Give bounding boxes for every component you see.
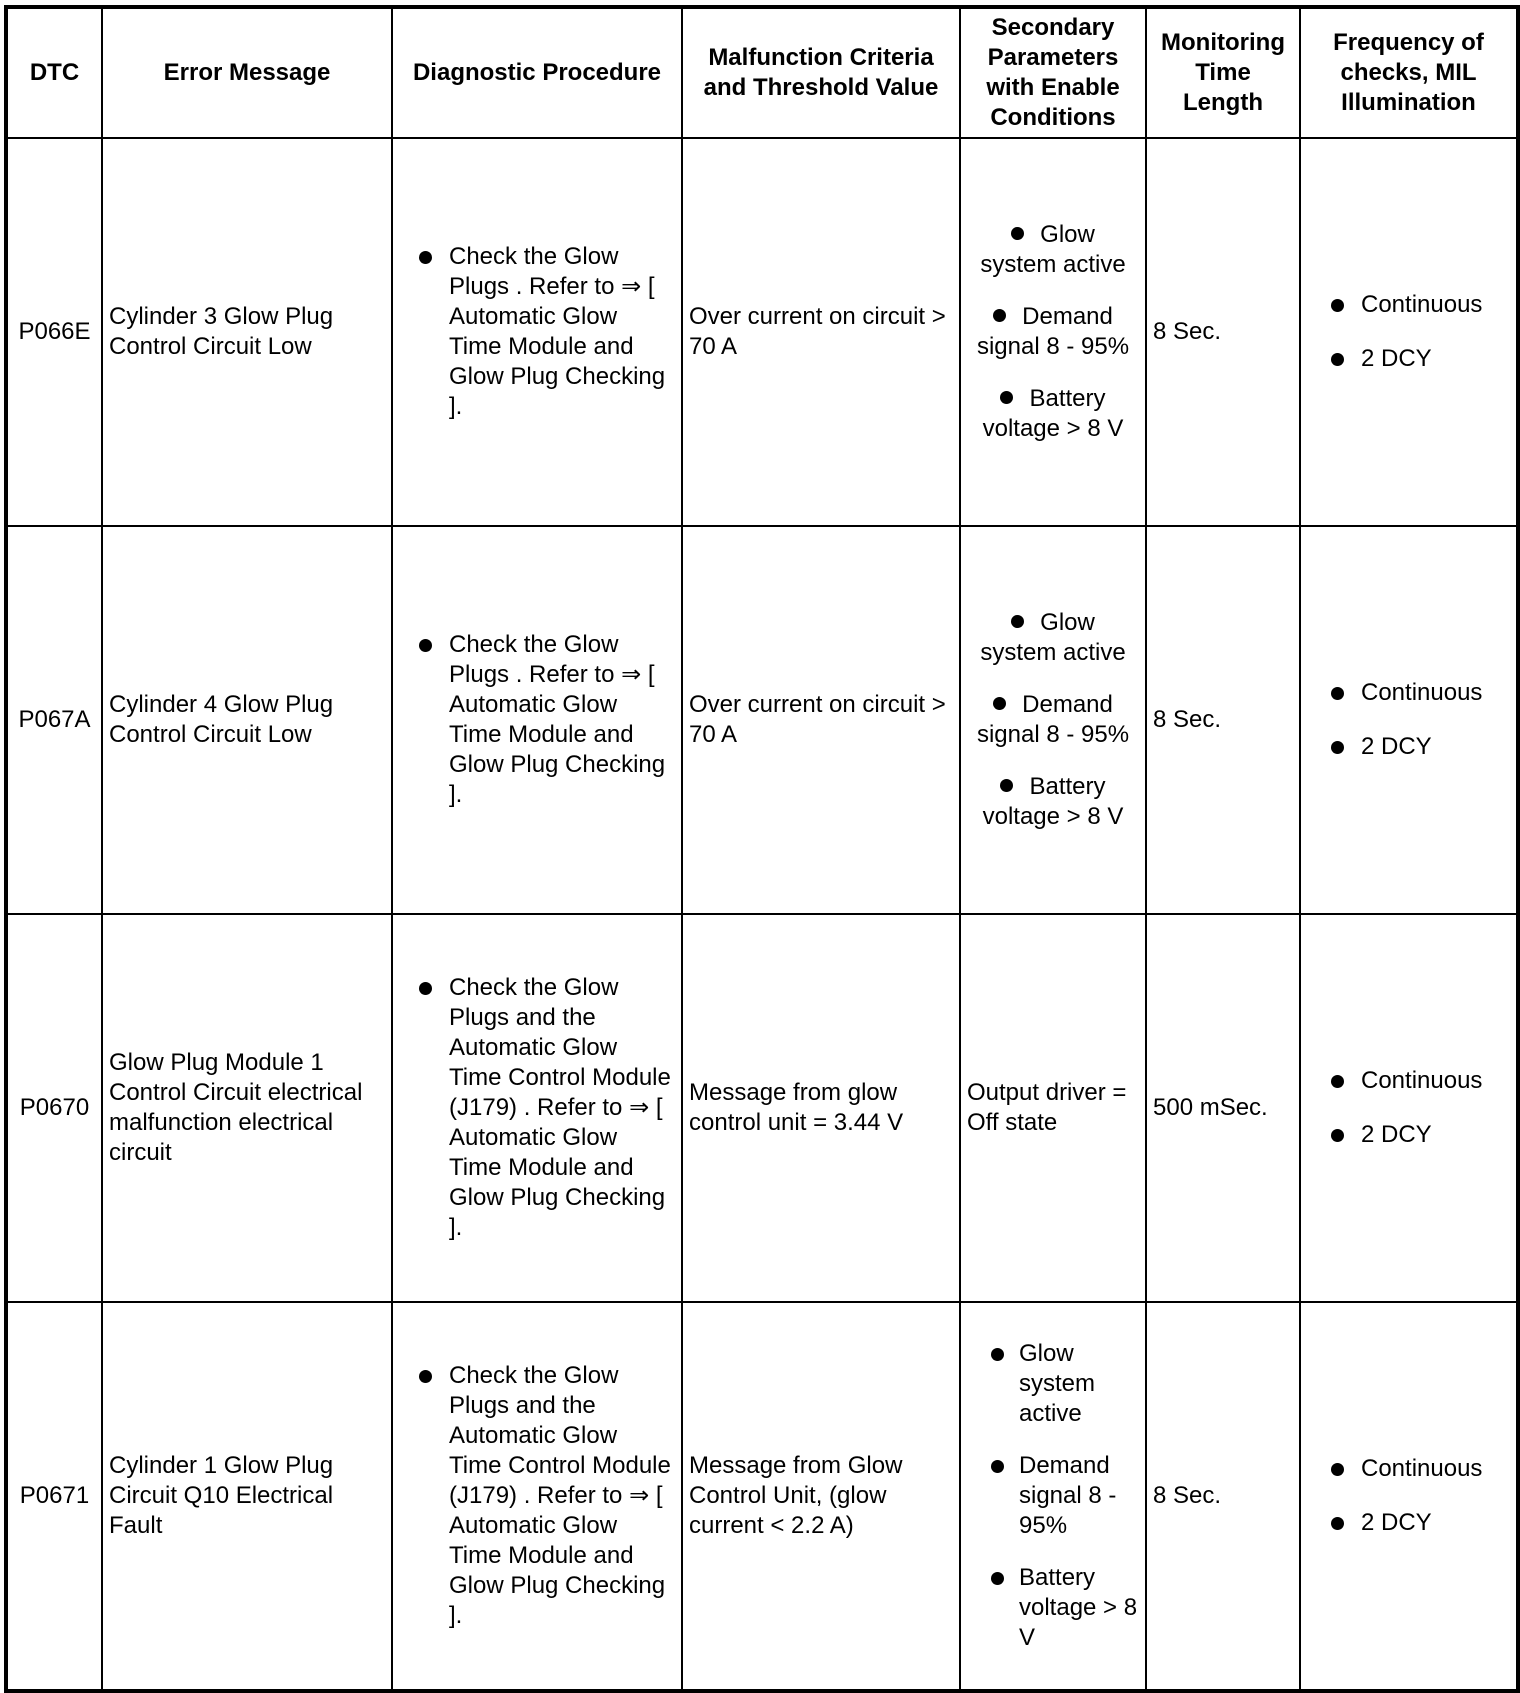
header-dtc: DTC [6, 7, 102, 138]
diagnostic-procedure [392, 138, 682, 526]
secondary-item: Demand signal 8 - 95% [976, 691, 1130, 748]
diagnostic-procedure [392, 1302, 682, 1691]
dtc-code: P066E [6, 138, 102, 526]
frequency-item: Continuous [1307, 290, 1510, 320]
table-row [6, 526, 1518, 914]
table-row [6, 914, 1518, 1302]
bullet-icon [1000, 779, 1013, 792]
secondary-parameters [960, 138, 1146, 526]
secondary-item: Glow system active [967, 1339, 1139, 1429]
header-secondary-parameters: Secondary Parameters with Enable Conditions [960, 7, 1146, 138]
header-row [6, 7, 1518, 138]
monitoring-time: 8 Sec. [1146, 138, 1300, 526]
frequency [1300, 1302, 1518, 1691]
malfunction-criteria: Over current on circuit > 70 A [682, 138, 960, 526]
secondary-item: Glow system active [980, 221, 1126, 278]
secondary-item: Battery voltage > 8 V [967, 1563, 1139, 1653]
frequency-item: 2 DCY [1307, 732, 1510, 762]
secondary-item: Battery voltage > 8 V [982, 385, 1124, 442]
frequency [1300, 914, 1518, 1302]
page [4, 5, 1520, 1693]
frequency-item: 2 DCY [1307, 1508, 1510, 1538]
header-error-message: Error Message [102, 7, 392, 138]
monitoring-time: 500 mSec. [1146, 914, 1300, 1302]
bullet-icon [993, 309, 1006, 322]
error-message: Cylinder 3 Glow Plug Control Circuit Low [102, 138, 392, 526]
monitoring-time: 8 Sec. [1146, 526, 1300, 914]
malfunction-criteria: Message from glow control unit = 3.44 V [682, 914, 960, 1302]
dtc-code: P067A [6, 526, 102, 914]
bullet-icon [1000, 391, 1013, 404]
error-message: Cylinder 1 Glow Plug Circuit Q10 Electrical Fault [102, 1302, 392, 1691]
secondary-parameters [960, 526, 1146, 914]
header-monitoring-time: Monitoring Time Length [1146, 7, 1300, 138]
frequency [1300, 138, 1518, 526]
table-row [6, 138, 1518, 526]
frequency-item: Continuous [1307, 678, 1510, 708]
error-message: Cylinder 4 Glow Plug Control Circuit Low [102, 526, 392, 914]
secondary-item: Demand signal 8 - 95% [967, 1451, 1139, 1541]
header-frequency: Frequency of checks, MIL Illumination [1300, 7, 1518, 138]
procedure-item: Check the Glow Plugs and the Automatic Glow Time Control Module (J179) . Refer to ⇒ [ Automatic Glow Time Module and Glow Plug Checking ]. [399, 1361, 675, 1631]
header-malfunction-criteria: Malfunction Criteria and Threshold Value [682, 7, 960, 138]
frequency-item: 2 DCY [1307, 344, 1510, 374]
procedure-item: Check the Glow Plugs and the Automatic Glow Time Control Module (J179) . Refer to ⇒ [ Automatic Glow Time Module and Glow Plug Checking ]. [399, 973, 675, 1243]
bullet-icon [1011, 615, 1024, 628]
frequency-item: 2 DCY [1307, 1120, 1510, 1150]
diagnostic-procedure [392, 526, 682, 914]
dtc-code: P0671 [6, 1302, 102, 1691]
malfunction-criteria: Message from Glow Control Unit, (glow current < 2.2 A) [682, 1302, 960, 1691]
diagnostic-procedure [392, 914, 682, 1302]
secondary-parameters: Output driver = Off state [960, 914, 1146, 1302]
frequency-item: Continuous [1307, 1066, 1510, 1096]
malfunction-criteria: Over current on circuit > 70 A [682, 526, 960, 914]
dtc-code: P0670 [6, 914, 102, 1302]
table-row [6, 1302, 1518, 1691]
secondary-parameters [960, 1302, 1146, 1691]
frequency-item: Continuous [1307, 1454, 1510, 1484]
secondary-item: Glow system active [980, 609, 1126, 666]
error-message: Glow Plug Module 1 Control Circuit electrical malfunction electrical circuit [102, 914, 392, 1302]
secondary-item: Demand signal 8 - 95% [976, 303, 1130, 360]
bullet-icon [993, 697, 1006, 710]
secondary-item: Battery voltage > 8 V [982, 773, 1124, 830]
header-diagnostic-procedure: Diagnostic Procedure [392, 7, 682, 138]
frequency [1300, 526, 1518, 914]
dtc-table [4, 5, 1520, 1693]
procedure-item: Check the Glow Plugs . Refer to ⇒ [ Automatic Glow Time Module and Glow Plug Checking ]. [399, 630, 675, 810]
monitoring-time: 8 Sec. [1146, 1302, 1300, 1691]
procedure-item: Check the Glow Plugs . Refer to ⇒ [ Automatic Glow Time Module and Glow Plug Checking ]. [399, 242, 675, 422]
bullet-icon [1011, 227, 1024, 240]
